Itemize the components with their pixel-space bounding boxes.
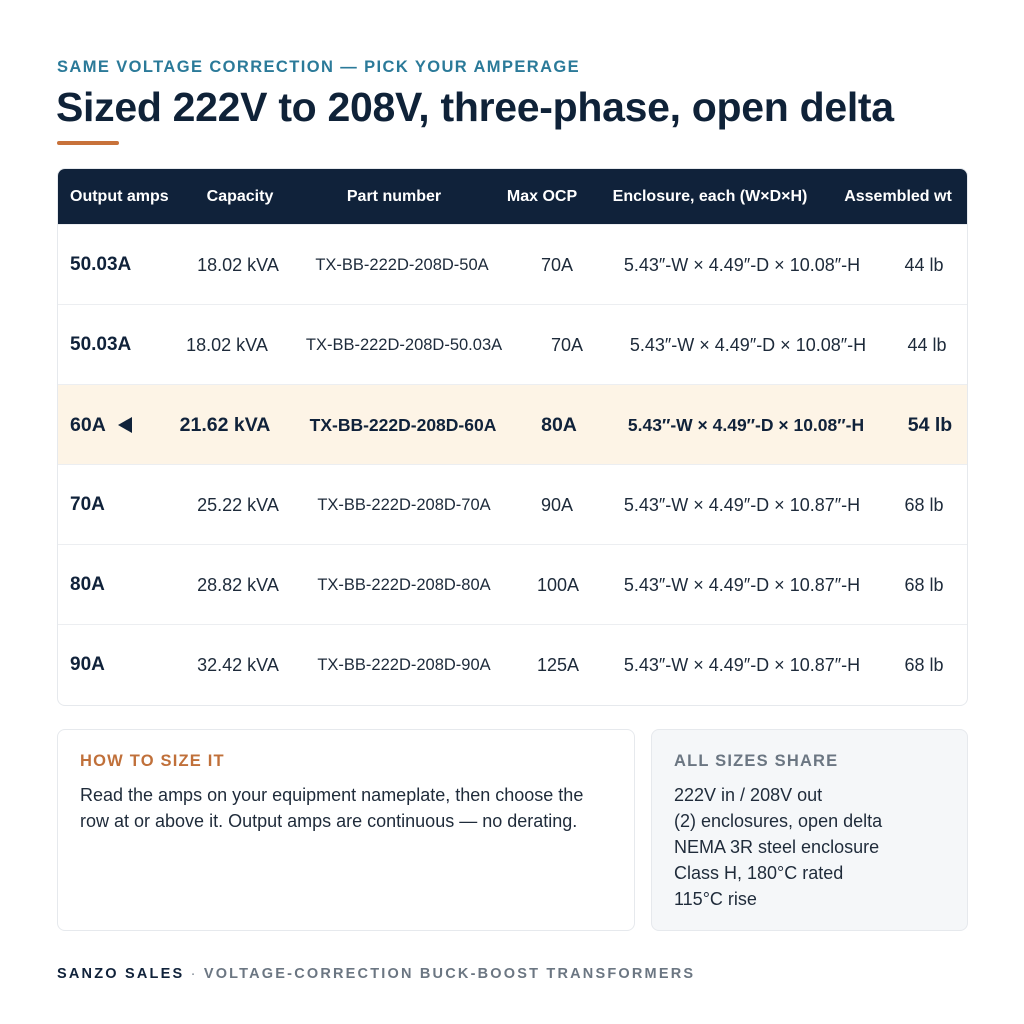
table-row[interactable] [58,624,968,704]
cell-weight: 44 lb [907,335,947,355]
all-sizes-share-card [651,729,968,931]
cell-enclosure: 5.43″-W × 4.49″-D × 10.87″-H [623,495,861,515]
cell-max-ocp: 70A [540,255,574,275]
table-row[interactable] [58,544,968,624]
cell-max-ocp: 100A [536,575,580,595]
cell-part-number: TX-BB-222D-208D-50A [315,256,489,274]
sizing-table [57,168,968,706]
header-output-amps: Output amps [70,188,169,205]
header-part-number: Part number [346,188,442,205]
cell-output-amps: 80A [70,574,105,595]
cell-output-amps: 90A [70,654,105,675]
footer-tagline: VOLTAGE-CORRECTION BUCK-BOOST TRANSFORMERS [203,966,696,982]
cell-part-number: TX-BB-222D-208D-70A [317,496,491,514]
table-row[interactable] [58,304,968,384]
table-header [58,169,968,224]
cell-output-amps-value: 60A [70,414,106,436]
footer [57,966,695,982]
cell-capacity: 18.02 kVA [197,255,279,275]
header-weight: Assembled wt [844,188,952,205]
cell-enclosure: 5.43″-W × 4.49″-D × 10.08″-H [623,255,861,275]
all-sizes-share-heading: ALL SIZES SHARE [674,752,839,770]
list-item: (2) enclosures, open delta [674,811,883,831]
cell-capacity: 25.22 kVA [197,495,279,515]
cell-weight: 68 lb [904,495,944,515]
list-item: 222V in / 208V out [674,785,823,805]
footer-brand: SANZO SALES [57,966,185,982]
list-item: 115°C rise [674,889,757,909]
cell-weight: 68 lb [904,655,944,675]
cell-capacity: 32.42 kVA [197,655,279,675]
cell-max-ocp: 90A [540,495,574,515]
header-capacity: Capacity [206,188,274,205]
page-title: Sized 222V to 208V, three-phase, open delta [56,84,894,130]
cell-enclosure: 5.43″-W × 4.49″-D × 10.08″-H [627,415,865,435]
cell-enclosure: 5.43″-W × 4.49″-D × 10.08″-H [629,335,867,355]
cell-max-ocp: 80A [541,414,577,436]
cell-enclosure: 5.43″-W × 4.49″-D × 10.87″-H [623,575,861,595]
how-to-size-heading: HOW TO SIZE IT [80,752,225,770]
cell-weight: 68 lb [904,575,944,595]
cell-weight: 54 lb [907,414,953,436]
cell-part-number: TX-BB-222D-208D-50.03A [305,336,503,354]
cell-capacity: 28.82 kVA [197,575,279,595]
cell-part-number: TX-BB-222D-208D-90A [317,656,491,674]
cell-output-amps: 50.03A [70,254,132,275]
cell-capacity: 21.62 kVA [179,414,271,436]
list-item: Class H, 180°C rated [674,863,844,883]
cell-output-amps [70,385,132,465]
cell-capacity: 18.02 kVA [186,335,268,355]
cell-max-ocp: 125A [536,655,580,675]
left-triangle-marker-icon [118,417,132,433]
cell-enclosure: 5.43″-W × 4.49″-D × 10.87″-H [623,655,861,675]
title-accent-rule [57,141,119,145]
cell-part-number: TX-BB-222D-208D-80A [317,576,491,594]
header-enclosure: Enclosure, each (W×D×H) [612,188,808,205]
cell-output-amps: 70A [70,494,105,515]
cell-part-number: TX-BB-222D-208D-60A [309,415,497,435]
how-to-size-card [57,729,635,931]
cell-output-amps: 50.03A [70,334,132,355]
table-row-selected[interactable] [58,384,968,464]
header-max-ocp: Max OCP [506,188,578,205]
table-row[interactable] [58,464,968,544]
cell-weight: 44 lb [904,255,944,275]
eyebrow-text: SAME VOLTAGE CORRECTION — PICK YOUR AMPERAGE [57,58,581,76]
footer-separator: · [190,966,198,982]
list-item: NEMA 3R steel enclosure [674,837,880,857]
how-to-size-body: Read the amps on your equipment nameplate, then choose the row at or above it. Output amps are continuous — no derating. [80,785,584,831]
shared-specs-list [674,782,882,912]
table-row[interactable] [58,224,968,304]
cell-max-ocp: 70A [550,335,584,355]
